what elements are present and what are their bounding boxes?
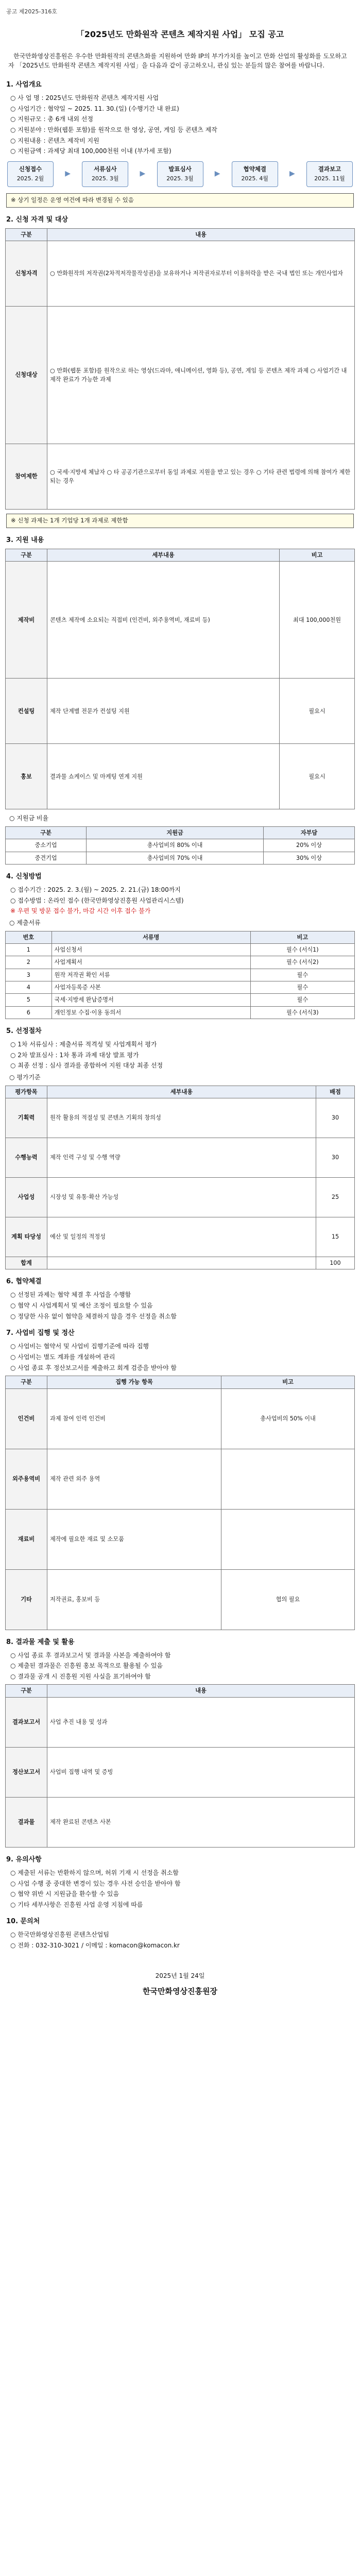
table-row: 3 원작 저작권 확인 서류 필수 [6, 969, 355, 981]
list-item: ○ 2차 발표심사 : 1차 통과 과제 대상 발표 평가 [10, 1051, 139, 1059]
table-row: 정산보고서 사업비 집행 내역 및 증빙 [6, 1747, 355, 1797]
docs-table: 번호 서류명 비고 1 사업신청서 필수 (서식1) 2 사업계획서 필수 (서식2) 3 원작 저작권 확인 서류 필수 4 사업자등록증 사본 필수 5 국세·지방세 완납증명서 필수 6 개인정보 수집·이용 동의서 필수 (서식3) [5, 931, 355, 1020]
table-row: 재료비 제작에 필요한 재료 및 소모품 [6, 1509, 355, 1569]
table-row: 외주용역비 제작 관련 외주 용역 [6, 1449, 355, 1509]
list-item: ○ 지원분야 : 만화(웹툰 포함)를 원작으로 한 영상, 공연, 게임 등 콘텐츠 제작 [10, 126, 217, 133]
section10-items [10, 1930, 355, 1950]
criteria-table: 평가항목 세부내용 배점 기획력 원작 활용의 적절성 및 콘텐츠 기획의 창의성 30 수행능력 제작 인력 구성 및 수행 역량 30 사업성 시장성 및 유통·확산 가능성 25 계획 타당성 예산 및 일정의 적정성 15 합계 100 [5, 1086, 355, 1270]
list-item: ○ 접수방법 : 온라인 접수 (한국만화영상진흥원 사업관리시스템) [10, 896, 184, 904]
table-row: 사업성 시장성 및 유통·확산 가능성 25 [6, 1177, 355, 1217]
section9-heading: 9. 유의사항 [6, 1855, 42, 1863]
list-item: ○ 사 업 명 : 2025년도 만화원작 콘텐츠 제작지원 사업 [10, 94, 159, 102]
section10-heading: 10. 문의처 [6, 1918, 40, 1926]
table-row: 6 개인정보 수집·이용 동의서 필수 (서식3) [6, 1006, 355, 1019]
section8-heading: 8. 결과물 제출 및 활용 [6, 1638, 75, 1646]
table-row: 기획력 원작 활용의 적절성 및 콘텐츠 기획의 창의성 30 [6, 1098, 355, 1138]
arrow-right-icon: ▶ [214, 169, 220, 178]
list-item: ○ 결과물 공개 시 진흥원 지원 사실을 표기하여야 함 [10, 1672, 151, 1680]
list-item: ○ 협약 시 사업계획서 및 예산 조정이 필요할 수 있음 [10, 1302, 153, 1310]
section6-heading: 6. 협약체결 [6, 1278, 42, 1286]
flow-step: 발표심사 2025. 3월 [157, 161, 203, 187]
section8-items [10, 1651, 355, 1682]
table-row: 중견기업 총사업비의 70% 이내 30% 이상 [6, 852, 355, 864]
issuing-organization: 한국만화영상진흥원장 [143, 1987, 217, 1996]
list-item: ○ 사업 수행 중 중대한 변경이 있는 경우 사전 승인을 받아야 함 [10, 1879, 181, 1887]
table-row: 결과보고서 사업 추진 내용 및 성과 [6, 1697, 355, 1747]
table-header: 내용 [47, 228, 355, 241]
flow-step: 결과보고 2025. 11월 [306, 161, 353, 187]
arrow-right-icon: ▶ [140, 169, 146, 178]
arrow-right-icon: ▶ [65, 169, 71, 178]
docs-heading: ○ 제출서류 [9, 919, 41, 926]
list-item: ※ 우편 및 방문 접수 불가, 마감 시간 이후 접수 불가 [10, 907, 151, 915]
process-flow [7, 161, 353, 187]
expense-table: 구분 집행 가능 항목 비고 인건비 과제 참여 인력 인건비 총사업비의 50% 이내 외주용역비 제작 관련 외주 용역 재료비 제작에 필요한 재료 및 소모품 기타 저작권료, 홍보비 등 협의 필요 [5, 1376, 355, 1630]
list-item: ○ 기타 세부사항은 진흥원 사업 운영 지침에 따름 [10, 1901, 143, 1908]
list-item: ○ 지원금액 : 과제당 최대 100,000천원 이내 (부가세 포함) [10, 147, 172, 155]
flow-note: ※ 상기 일정은 운영 여건에 따라 변경될 수 있음 [6, 193, 354, 208]
list-item: ○ 제출된 서류는 반환하지 않으며, 허위 기재 시 선정을 취소함 [10, 1869, 179, 1876]
list-item: ○ 사업기간 : 협약일 ~ 2025. 11. 30.(일) (수행기간 내 완료) [10, 105, 179, 112]
list-item: ○ 사업 종료 후 결과보고서 및 결과물 사본을 제출하여야 함 [10, 1651, 171, 1659]
section6-items [10, 1290, 355, 1321]
section4-heading: 4. 신청방법 [6, 873, 42, 881]
list-item: ○ 1차 서류심사 : 제출서류 적격성 및 사업계획서 평가 [10, 1041, 157, 1048]
table-row: 2 사업계획서 필수 (서식2) [6, 956, 355, 969]
list-item: ○ 지원규모 : 총 6개 내외 선정 [10, 115, 93, 123]
ratio-table: 구분 지원금 자부담 중소기업 총사업비의 80% 이내 20% 이상 중견기업 총사업비의 70% 이내 30% 이상 [5, 826, 355, 865]
eligibility-note: ※ 신청 과제는 1개 기업당 1개 과제로 제한함 [6, 514, 354, 528]
table-row: 계획 타당성 예산 및 일정의 적정성 15 [6, 1217, 355, 1257]
table-row: 인건비 과제 참여 인력 인건비 총사업비의 50% 이내 [6, 1388, 355, 1449]
list-item: ○ 제출된 결과물은 진흥원 홍보 목적으로 활용될 수 있음 [10, 1662, 163, 1670]
table-row: 신청자격 ○ 만화원작의 저작권(2차적저작물작성권)을 보유하거나 저작권자로부터 이용허락을 받은 국내 법인 또는 개인사업자 [6, 241, 355, 307]
list-item: ○ 선정된 과제는 협약 체결 후 사업을 수행함 [10, 1291, 131, 1299]
list-item: ○ 전화 : 032-310-3021 / 이메일 : komacon@komacon.kr [10, 1942, 180, 1950]
table-row: 홍보 결과물 쇼케이스 및 마케팅 연계 지원 필요시 [6, 744, 355, 809]
section7-heading: 7. 사업비 집행 및 정산 [6, 1329, 75, 1337]
table-row: 제작비 콘텐츠 제작에 소요되는 직접비 (인건비, 외주용역비, 재료비 등) 최대 100,000천원 [6, 562, 355, 679]
section3-heading: 3. 지원 내용 [6, 536, 44, 544]
list-item: ○ 접수기간 : 2025. 2. 3.(월) ~ 2025. 2. 21.(금) 18:00까지 [10, 886, 181, 894]
table-header: 구분 [6, 228, 47, 241]
ratio-heading: ○ 지원금 비율 [9, 815, 49, 822]
table-row: 결과물 제작 완료된 콘텐츠 사본 [6, 1797, 355, 1847]
notice-page [5, 0, 355, 1997]
list-item: ○ 사업비는 별도 계좌를 개설하여 관리 [10, 1353, 115, 1361]
table-row: 5 국세·지방세 완납증명서 필수 [6, 994, 355, 1006]
table-row: 합계 100 [6, 1257, 355, 1269]
eligibility-table [5, 228, 355, 510]
table-row: 수행능력 제작 인력 구성 및 수행 역량 30 [6, 1138, 355, 1177]
list-item: ○ 사업비는 협약서 및 사업비 집행기준에 따라 집행 [10, 1343, 149, 1350]
section1-items [10, 93, 355, 156]
table-row: 참여제한 ○ 국세·지방세 체납자 ○ 타 공공기관으로부터 동일 과제로 지원을 받고 있는 경우 ○ 기타 관련 법령에 의해 참여가 제한되는 경우 [6, 444, 355, 510]
section9-items [10, 1868, 355, 1909]
section1-heading: 1. 사업개요 [6, 81, 42, 89]
notice-number: 공고 제2025-316호 [6, 8, 57, 15]
table-row: 1 사업신청서 필수 (서식1) [6, 943, 355, 956]
section2-heading: 2. 신청 자격 및 대상 [6, 215, 68, 224]
intro-paragraph: 한국만화영상진흥원은 우수한 만화원작의 콘텐츠화를 지원하여 만화 IP의 부가가치를 높이고 만화 산업의 활성화를 도모하고자 「2025년도 만화원작 콘텐츠 제작지원 사업」을 다음과 같이 공고하오니, 관심 있는 분들의 많은 참여를 바랍니다. [8, 52, 347, 70]
list-item: ○ 정당한 사유 없이 협약을 체결하지 않을 경우 선정을 취소함 [10, 1312, 177, 1320]
section4-items [10, 885, 355, 916]
results-table: 구분 내용 결과보고서 사업 추진 내용 및 성과 정산보고서 사업비 집행 내역 및 증빙 결과물 제작 완료된 콘텐츠 사본 [5, 1684, 355, 1847]
table-row: 신청대상 ○ 만화(웹툰 포함)를 원작으로 하는 영상(드라마, 애니메이션, 영화 등), 공연, 게임 등 콘텐츠 제작 과제 ○ 사업기간 내 제작 완료가 가능한 과제 [6, 307, 355, 444]
flow-step: 협약체결 2025. 4월 [232, 161, 278, 187]
list-item: ○ 최종 선정 : 심사 결과를 종합하여 지원 대상 최종 선정 [10, 1062, 163, 1070]
section5-items [10, 1040, 355, 1071]
flow-step: 서류심사 2025. 3월 [82, 161, 128, 187]
table-row: 컨설팅 제작 단계별 전문가 컨설팅 지원 필요시 [6, 679, 355, 744]
list-item: ○ 협약 위반 시 지원금을 환수할 수 있음 [10, 1890, 119, 1898]
table-row: 기타 저작권료, 홍보비 등 협의 필요 [6, 1569, 355, 1630]
table-row: 4 사업자등록증 사본 필수 [6, 981, 355, 993]
list-item: ○ 지원내용 : 콘텐츠 제작비 지원 [10, 137, 99, 144]
notice-date: 2025년 1월 24일 [155, 1972, 205, 1979]
arrow-right-icon: ▶ [289, 169, 295, 178]
section7-items [10, 1342, 355, 1372]
support-table: 구분 세부내용 비고 제작비 콘텐츠 제작에 소요되는 직접비 (인건비, 외주용역비, 재료비 등) 최대 100,000천원 컨설팅 제작 단계별 전문가 컨설팅 지원 필요시 홍보 결과물 쇼케이스 및 마케팅 연계 지원 필요시 [5, 549, 355, 809]
flow-step: 신청접수 2025. 2월 [7, 161, 54, 187]
table-row: 중소기업 총사업비의 80% 이내 20% 이상 [6, 839, 355, 852]
criteria-heading: ○ 평가기준 [9, 1073, 41, 1081]
section5-heading: 5. 선정절차 [6, 1027, 42, 1036]
notice-title: 「2025년도 만화원작 콘텐츠 제작지원 사업」 모집 공고 [76, 29, 284, 40]
list-item: ○ 한국만화영상진흥원 콘텐츠산업팀 [10, 1931, 109, 1939]
list-item: ○ 사업 종료 후 정산보고서를 제출하고 회계 검증을 받아야 함 [10, 1364, 177, 1371]
